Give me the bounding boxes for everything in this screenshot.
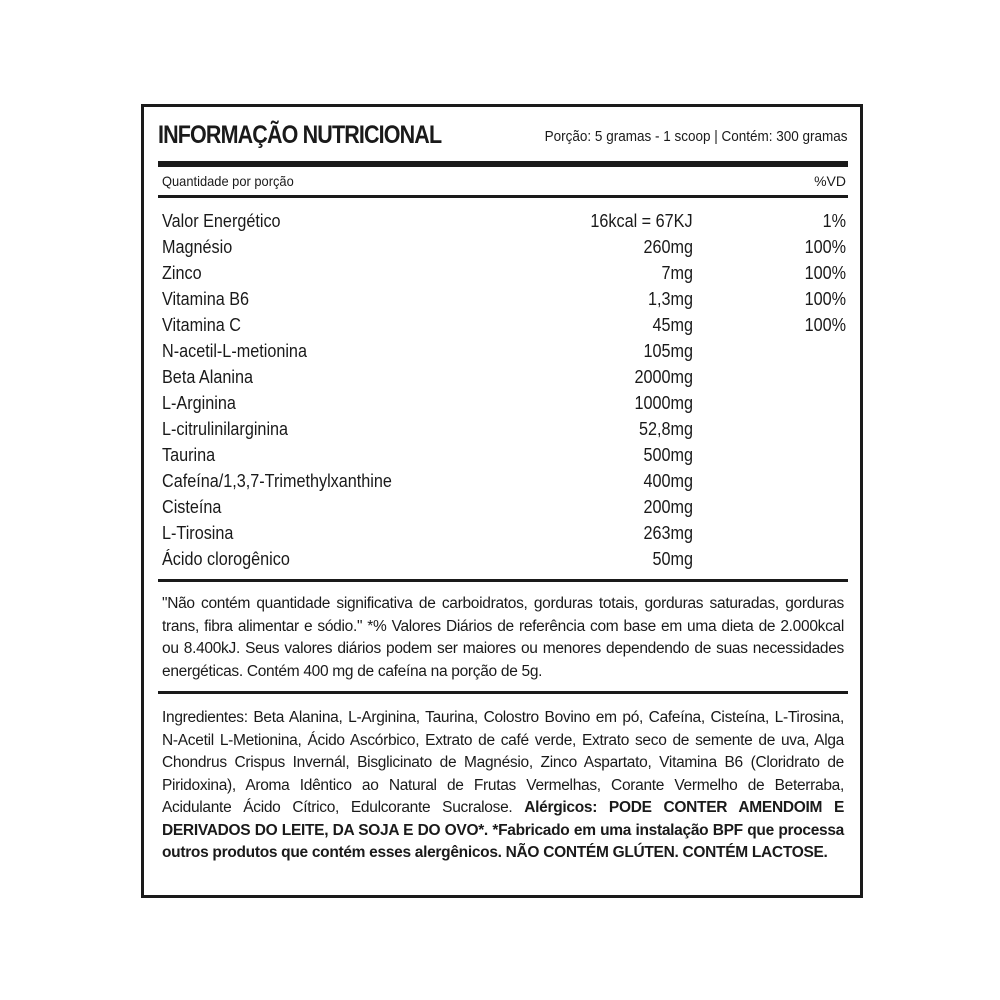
nutrient-name: Beta Alanina — [162, 367, 253, 387]
nutrient-name: N-acetil-L-metionina — [162, 341, 307, 361]
nutrient-name: Magnésio — [162, 237, 233, 257]
nutrient-vd: 100% — [804, 315, 846, 335]
nutrient-name: Cisteína — [162, 497, 222, 517]
nutrient-row — [158, 315, 848, 341]
nutrient-name: L-citrulinilarginina — [162, 419, 289, 439]
nutrition-label — [141, 104, 863, 898]
nutrient-name: Taurina — [162, 445, 216, 465]
nutrient-amount: 200mg — [643, 497, 693, 517]
nutrient-amount: 50mg — [652, 549, 693, 569]
nutrient-amount: 16kcal = 67KJ — [590, 211, 693, 231]
ingredients-text: Ingredientes: Beta Alanina, L-Arginina, Taurina, Colostro Bovino em pó, Cafeína, Cisteína, L-Tirosina, N-Acetil L-Metionina, Ácido Ascórbico, Extrato de café verde, Extrato seco de semente de uva, Alga Chondrus Crispus Invernál, Bisglicinato de Magnésio, Zinco Aspartato, Vitamina B6 (Cloridrato de Piridoxina), Aroma Idêntico ao Natural de Frutas Vermelhas, Corante Vermelho de Beterraba, Acidulante Ácido Cítrico, Edulcorante Sucralose. — [162, 709, 844, 816]
nutrient-name: L-Tirosina — [162, 523, 234, 543]
nutrient-vd: 100% — [804, 289, 846, 309]
nutrient-amount: 1,3mg — [647, 289, 693, 309]
nutrient-vd: 1% — [822, 211, 846, 231]
nutrient-row — [158, 367, 848, 393]
nutrient-amount: 500mg — [643, 445, 693, 465]
nutrient-name: Zinco — [162, 263, 202, 283]
nutrient-row — [158, 549, 848, 575]
label-title: INFORMAÇÃO NUTRICIONAL — [158, 121, 442, 149]
nutrient-amount: 2000mg — [634, 367, 693, 387]
nutrient-row — [158, 471, 848, 497]
nutrient-amount: 105mg — [643, 341, 693, 361]
nutrient-row — [158, 393, 848, 419]
nutrient-amount: 260mg — [643, 237, 693, 257]
footnote-text: "Não contém quantidade significativa de carboidratos, gorduras totais, gorduras saturadas, gorduras trans, fibra alimentar e sódio." *% Valores Diários de referência com base em uma dieta de 2.000kcal ou 8.400kJ. Seus valores diários podem ser maiores ou menores dependendo de suas necessidades energéticas. Contém 400 mg de cafeína na porção de 5g. — [162, 595, 844, 680]
nutrient-row — [158, 419, 848, 445]
nutrient-row — [158, 211, 848, 237]
nutrient-row — [158, 497, 848, 523]
divider-thick — [158, 161, 848, 167]
nutrient-vd: 100% — [804, 263, 846, 283]
nutrient-row — [158, 523, 848, 549]
nutrient-name: Valor Energético — [162, 211, 281, 231]
nutrient-amount: 7mg — [661, 263, 693, 283]
nutrient-name: Vitamina B6 — [162, 289, 250, 309]
nutrient-amount: 45mg — [652, 315, 693, 335]
nutrient-name: L-Arginina — [162, 393, 236, 413]
nutrient-name: Ácido clorogênico — [162, 549, 290, 569]
nutrient-row — [158, 341, 848, 367]
nutrient-amount: 263mg — [643, 523, 693, 543]
nutrient-row — [158, 445, 848, 471]
divider-mid — [158, 195, 848, 198]
label-header — [158, 121, 848, 157]
divider-mid — [158, 691, 848, 694]
allergens-text: Alérgicos: PODE CONTER AMENDOIM E DERIVADOS DO LEITE, DA SOJA E DO OVO*. *Fabricado em uma instalação BPF que processa outros produtos que contém esses alergênicos. NÃO CONTÉM GLÚTEN. CONTÉM LACTOSE. — [162, 799, 844, 861]
vd-label: %VD — [814, 173, 846, 189]
portion-info: Porção: 5 gramas - 1 scoop | Contém: 300 gramas — [545, 128, 848, 145]
per-portion-label: Quantidade por porção — [162, 173, 294, 189]
nutrient-row — [158, 237, 848, 263]
nutrient-vd: 100% — [804, 237, 846, 257]
nutrient-name: Vitamina C — [162, 315, 241, 335]
divider-mid — [158, 579, 848, 582]
nutrient-amount: 400mg — [643, 471, 693, 491]
subheader — [158, 171, 848, 191]
ingredients-block — [162, 707, 844, 865]
nutrient-row — [158, 263, 848, 289]
nutrient-amount: 52,8mg — [638, 419, 693, 439]
nutrient-table — [158, 211, 848, 575]
nutrient-row — [158, 289, 848, 315]
nutrient-amount: 1000mg — [634, 393, 693, 413]
nutrient-name: Cafeína/1,3,7-Trimethylxanthine — [162, 471, 392, 491]
